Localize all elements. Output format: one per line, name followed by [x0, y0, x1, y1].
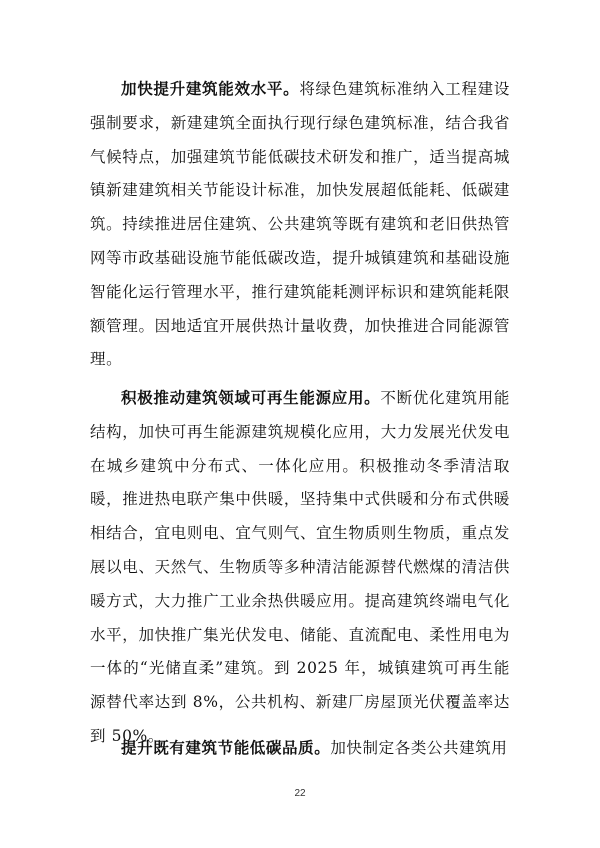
- paragraph-heading: 加快提升建筑能效水平。: [121, 79, 300, 98]
- page-number: 22: [294, 788, 306, 799]
- paragraph-building-energy-efficiency: [90, 72, 510, 377]
- paragraph-body: 不断优化建筑用能结构，加快可再生能源建筑规模化应用，大力发展光伏发电在城乡建筑中分布式、一体化应用。积极推动冬季清洁取暖，推进热电联产集中供暖，坚持集中式供暖和分布式供暖相结合，宜电则电、宜气则气、宜生物质则生物质，重点发展以电、天然气、生物质等多种清洁能源替代燃煤的清洁供暖方式，大力推广工业余热供暖应用。提高建筑终端电气化水平，加快推广集光伏发电、储能、直流配电、柔性用电为一体的“光储直柔”建筑。到 2025 年，城镇建筑可再生能源替代率达到 8%，公共机构、新建厂房屋顶光伏覆盖率达到 50%。: [90, 389, 510, 745]
- paragraph-body: 将绿色建筑标准纳入工程建设强制要求，新建建筑全面执行现行绿色建筑标准，结合我省气候特点，加强建筑节能低碳技术研发和推广，适当提高城镇新建建筑相关节能设计标准，加快发展超低能耗、低碳建筑。持续推进居住建筑、公共建筑等既有建筑和老旧供热管网等市政基础设施节能低碳改造，提升城镇建筑和基础设施智能化运行管理水平，推行建筑能耗测评标识和建筑能耗限额管理。因地适宜开展供热计量收费，加快推进合同能源管理。: [90, 80, 510, 369]
- paragraph-heading: 提升既有建筑节能低碳品质。: [121, 738, 331, 757]
- paragraph-renewable-energy: [90, 381, 510, 754]
- paragraph-heading: 积极推动建筑领域可再生能源应用。: [121, 388, 381, 407]
- paragraph-existing-buildings: [90, 731, 510, 766]
- paragraph-body: 加快制定各类公共建筑用: [330, 739, 508, 757]
